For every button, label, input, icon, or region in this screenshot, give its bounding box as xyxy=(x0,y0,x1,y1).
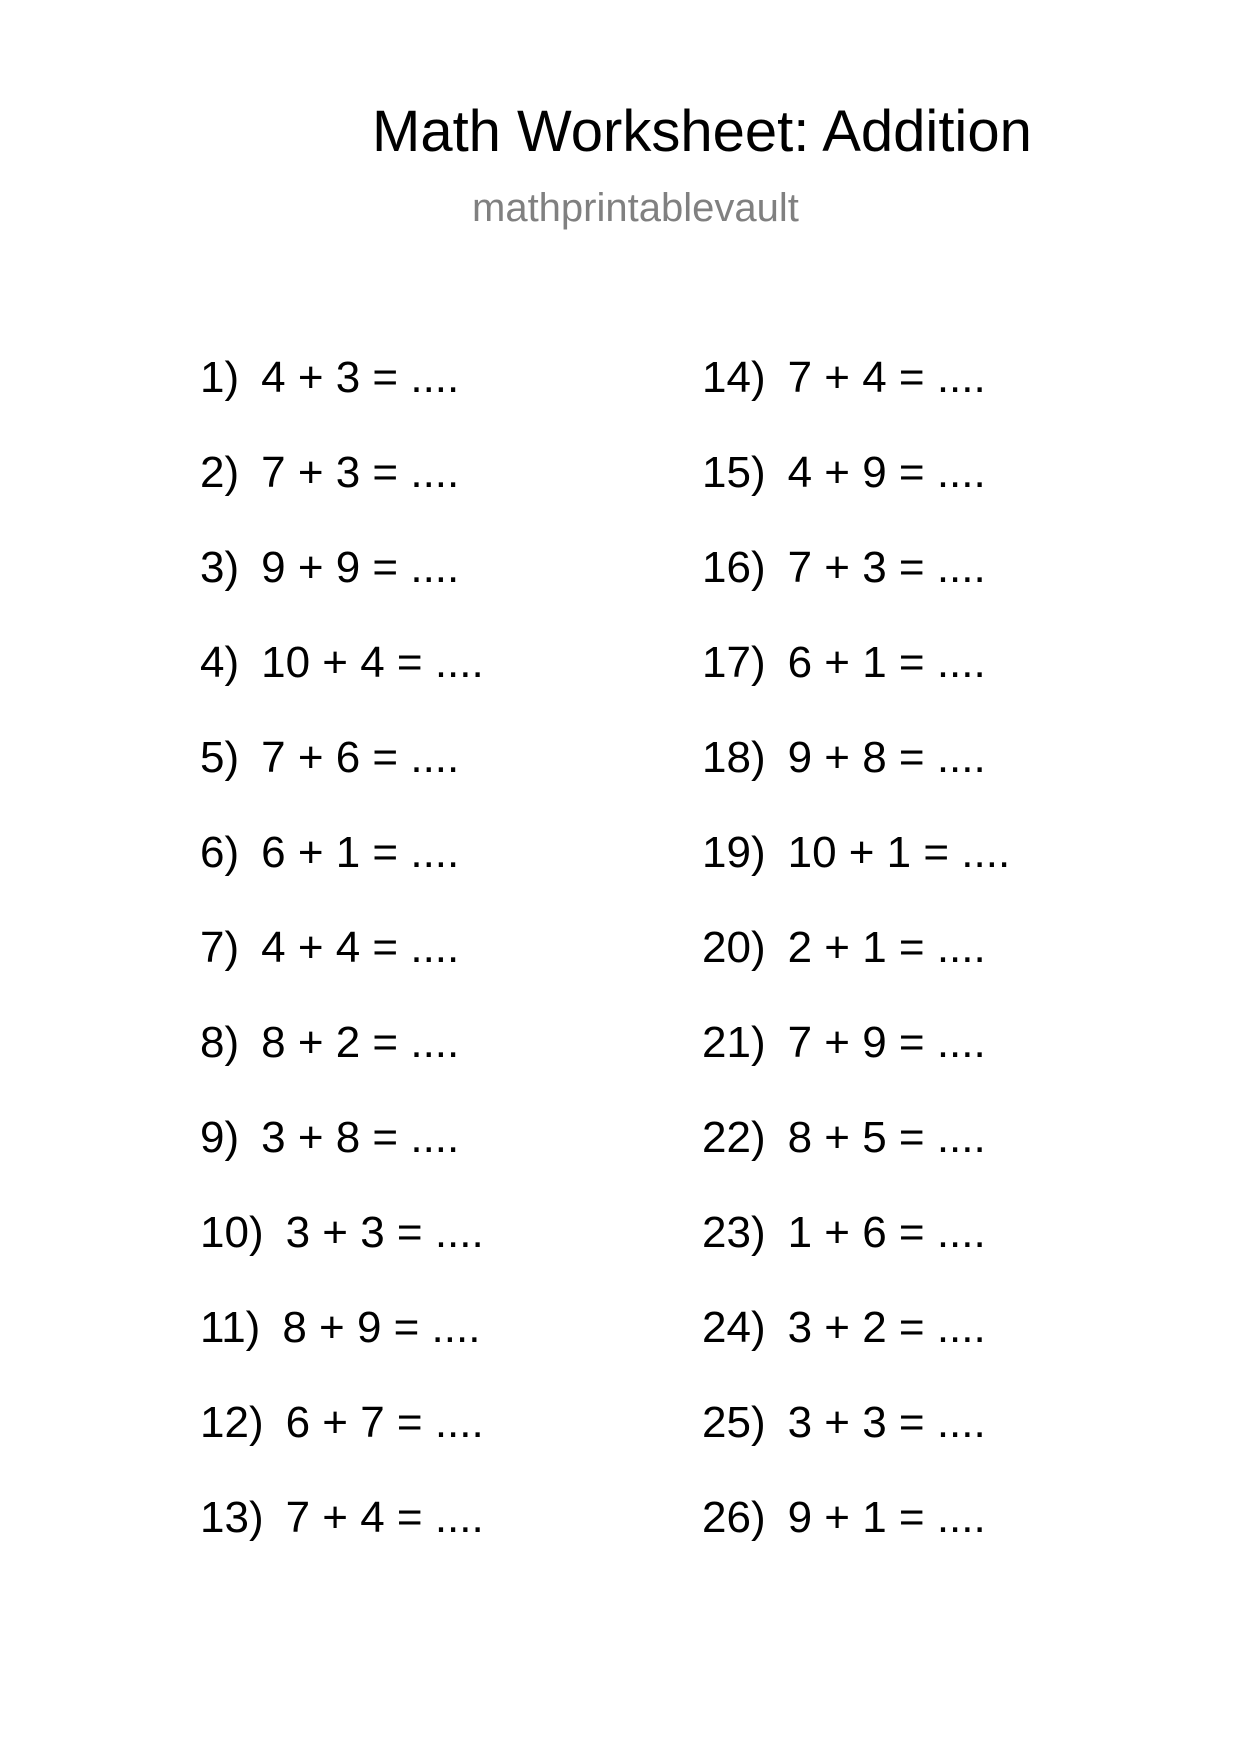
problem-number: 10) xyxy=(200,1208,264,1257)
problem-number: 13) xyxy=(200,1493,264,1542)
problem-number: 3) xyxy=(200,543,240,592)
problem-number: 25) xyxy=(702,1398,766,1447)
worksheet-title: Math Worksheet: Addition xyxy=(372,99,1032,164)
problem-item xyxy=(702,732,986,784)
problem-item xyxy=(702,827,1010,879)
problem-expression: 6 + 1 = .... xyxy=(787,638,986,687)
problem-item xyxy=(702,1112,986,1164)
problem-item xyxy=(200,827,459,879)
problem-number: 2) xyxy=(200,448,240,497)
problem-item xyxy=(702,1207,986,1259)
problem-expression: 6 + 7 = .... xyxy=(285,1398,484,1447)
problem-expression: 4 + 4 = .... xyxy=(261,923,460,972)
problem-expression: 9 + 8 = .... xyxy=(787,733,986,782)
problem-item xyxy=(200,1017,459,1069)
problem-item xyxy=(702,1302,986,1354)
problem-number: 8) xyxy=(200,1018,240,1067)
problem-number: 1) xyxy=(200,353,240,402)
problem-item xyxy=(200,542,459,594)
problem-expression: 7 + 3 = .... xyxy=(261,448,460,497)
problem-expression: 7 + 4 = .... xyxy=(787,353,986,402)
problem-item xyxy=(200,1207,484,1259)
problem-number: 17) xyxy=(702,638,766,687)
problem-expression: 8 + 5 = .... xyxy=(787,1113,986,1162)
problem-expression: 6 + 1 = .... xyxy=(261,828,460,877)
problem-number: 6) xyxy=(200,828,240,877)
problem-number: 9) xyxy=(200,1113,240,1162)
problem-expression: 8 + 2 = .... xyxy=(261,1018,460,1067)
problem-number: 15) xyxy=(702,448,766,497)
problem-number: 24) xyxy=(702,1303,766,1352)
problem-item xyxy=(200,447,459,499)
problem-expression: 10 + 4 = .... xyxy=(261,638,484,687)
problem-item xyxy=(702,1017,986,1069)
problem-expression: 3 + 3 = .... xyxy=(787,1398,986,1447)
problem-item xyxy=(702,922,986,974)
problem-number: 26) xyxy=(702,1493,766,1542)
problem-item xyxy=(702,447,986,499)
worksheet-source: mathprintablevault xyxy=(472,186,799,230)
problem-item xyxy=(200,922,459,974)
problem-number: 4) xyxy=(200,638,240,687)
problem-item xyxy=(200,1302,480,1354)
problem-number: 23) xyxy=(702,1208,766,1257)
problem-expression: 3 + 3 = .... xyxy=(285,1208,484,1257)
problem-number: 12) xyxy=(200,1398,264,1447)
problem-expression: 9 + 9 = .... xyxy=(261,543,460,592)
problem-item xyxy=(702,1492,986,1544)
problem-number: 19) xyxy=(702,828,766,877)
problem-expression: 8 + 9 = .... xyxy=(282,1303,481,1352)
problem-item xyxy=(702,542,986,594)
problem-item xyxy=(702,637,986,689)
problem-expression: 7 + 3 = .... xyxy=(787,543,986,592)
problem-item xyxy=(702,1397,986,1449)
problem-expression: 9 + 1 = .... xyxy=(787,1493,986,1542)
problem-expression: 7 + 4 = .... xyxy=(285,1493,484,1542)
problem-expression: 3 + 8 = .... xyxy=(261,1113,460,1162)
problem-item xyxy=(702,352,986,404)
problem-expression: 7 + 9 = .... xyxy=(787,1018,986,1067)
problem-item xyxy=(200,1112,459,1164)
problem-item xyxy=(200,1492,484,1544)
problem-item xyxy=(200,732,459,784)
problem-item xyxy=(200,637,484,689)
problem-expression: 1 + 6 = .... xyxy=(787,1208,986,1257)
problem-number: 7) xyxy=(200,923,240,972)
problem-expression: 4 + 9 = .... xyxy=(787,448,986,497)
problem-expression: 10 + 1 = .... xyxy=(787,828,1011,877)
problem-item xyxy=(200,352,459,404)
problem-expression: 2 + 1 = .... xyxy=(787,923,986,972)
problem-expression: 7 + 6 = .... xyxy=(261,733,460,782)
problem-expression: 4 + 3 = .... xyxy=(261,353,460,402)
problem-number: 11) xyxy=(200,1303,261,1352)
problem-number: 20) xyxy=(702,923,766,972)
problem-number: 18) xyxy=(702,733,766,782)
problem-number: 16) xyxy=(702,543,766,592)
problem-expression: 3 + 2 = .... xyxy=(787,1303,986,1352)
problem-number: 22) xyxy=(702,1113,766,1162)
problem-number: 21) xyxy=(702,1018,766,1067)
problem-number: 14) xyxy=(702,353,766,402)
problem-item xyxy=(200,1397,484,1449)
problem-number: 5) xyxy=(200,733,240,782)
